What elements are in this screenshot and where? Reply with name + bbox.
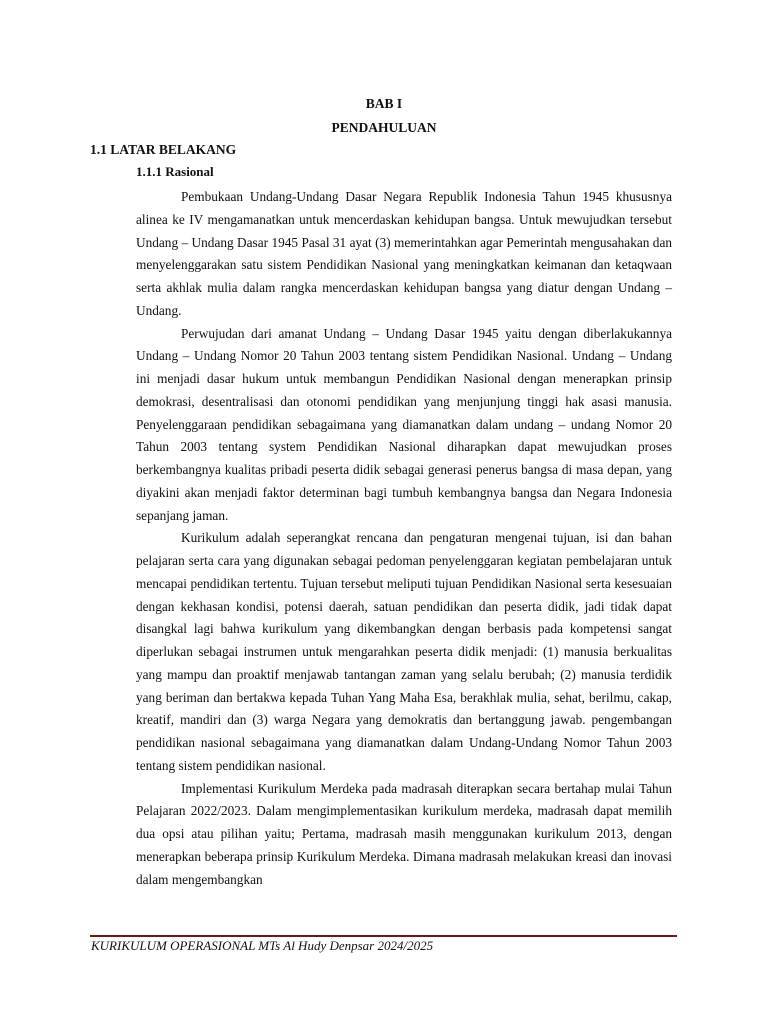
- paragraph: Perwujudan dari amanat Undang – Undang Dasar 1945 yaitu dengan diberlakukannya Undang – Undang Nomor 20 Tahun 2003 tentang sistem Pendidikan Nasional. Undang – Undang ini menjadi dasar hukum untuk membangun Pendidikan Nasional dengan menerapkan prinsip demokrasi, desentralisasi dan otonomi pendidikan yang menjunjung tinggi hak asasi manusia. Penyelenggaraan pendidikan sebagaimana yang diamanatkan dalam undang – undang Nomor 20 Tahun 2003 tentang system Pendidikan Nasional diharapkan dapat mewujudkan proses berkembangnya kualitas pribadi peserta didik sebagai generasi penerus bangsa di masa depan, yang diyakini akan menjadi faktor determinan bagi tumbuh kembangnya bangsa dan Negara Indonesia sepanjang jaman.: [136, 325, 672, 523]
- section-heading: 1.1 LATAR BELAKANG: [90, 142, 237, 157]
- paragraph: Pembukaan Undang-Undang Dasar Negara Republik Indonesia Tahun 1945 khususnya alinea ke IV mengamanatkan untuk mencerdaskan kehidupan bangsa. Untuk mewujudkan tersebut Undang – Undang Dasar 1945 Pasal 31 ayat (3) memerintahkan agar Pemerintah mengusahakan dan menyelenggarakan satu sistem Pendidikan Nasional yang meningkatkan keimanan dan ketaqwaan serta akhlak mulia dalam rangka mencerdaskan kehidupan bangsa yang diatur dengan Undang – Undang.: [136, 189, 672, 318]
- footer-rule: [90, 935, 677, 937]
- subsection-heading: 1.1.1 Rasional: [136, 164, 214, 179]
- paragraph: Kurikulum adalah seperangkat rencana dan pengaturan mengenai tujuan, isi dan bahan pelajaran serta cara yang digunakan sebagai pedoman penyelenggaran kegiatan pembelajaran untuk mencapai pendidikan tertentu. Tujuan tersebut meliputi tujuan Pendidikan Nasional serta kesesuaian dengan kekhasan kondisi, potensi daerah, satuan pendidikan dan peserta didik, jadi tidak dapat disangkal lagi bahwa kurikulum yang dikembangkan dengan berbasis pada kompetensi sangat diperlukan sebagai instrumen untuk mengarahkan peserta didik menjadi: (1) manusia berkualitas yang mampu dan proaktif menjawab tantangan zaman yang selalu berubah; (2) manusia terdidik yang beriman dan bertakwa kepada Tuhan Yang Maha Esa, berakhlak mulia, sehat, berilmu, cakap, kreatif, mandiri dan (3) warga Negara yang demokratis dan bertanggung jawab. pengembangan pendidikan nasional sebagaimana yang diamanatkan dalam Undang-Undang Nomor Tahun 2003 tentang sistem pendidikan nasional.: [136, 530, 672, 773]
- chapter-title: PENDAHULUAN: [331, 120, 437, 135]
- chapter-number: BAB I: [365, 96, 403, 111]
- footer-text: KURIKULUM OPERASIONAL MTs Al Hudy Denpsar 2024/2025: [91, 938, 434, 953]
- paragraph: Implementasi Kurikulum Merdeka pada madrasah diterapkan secara bertahap mulai Tahun Pelajaran 2022/2023. Dalam mengimplementasikan kurikulum merdeka, madrasah dapat memilih dua opsi atau pilihan yaitu; Pertama, madrasah masih menggunakan kurikulum 2013, dengan menerapkan beberapa prinsip Kurikulum Merdeka. Dimana madrasah melakukan kreasi dan inovasi dalam mengembangkan: [136, 780, 672, 887]
- body-text: [136, 186, 672, 891]
